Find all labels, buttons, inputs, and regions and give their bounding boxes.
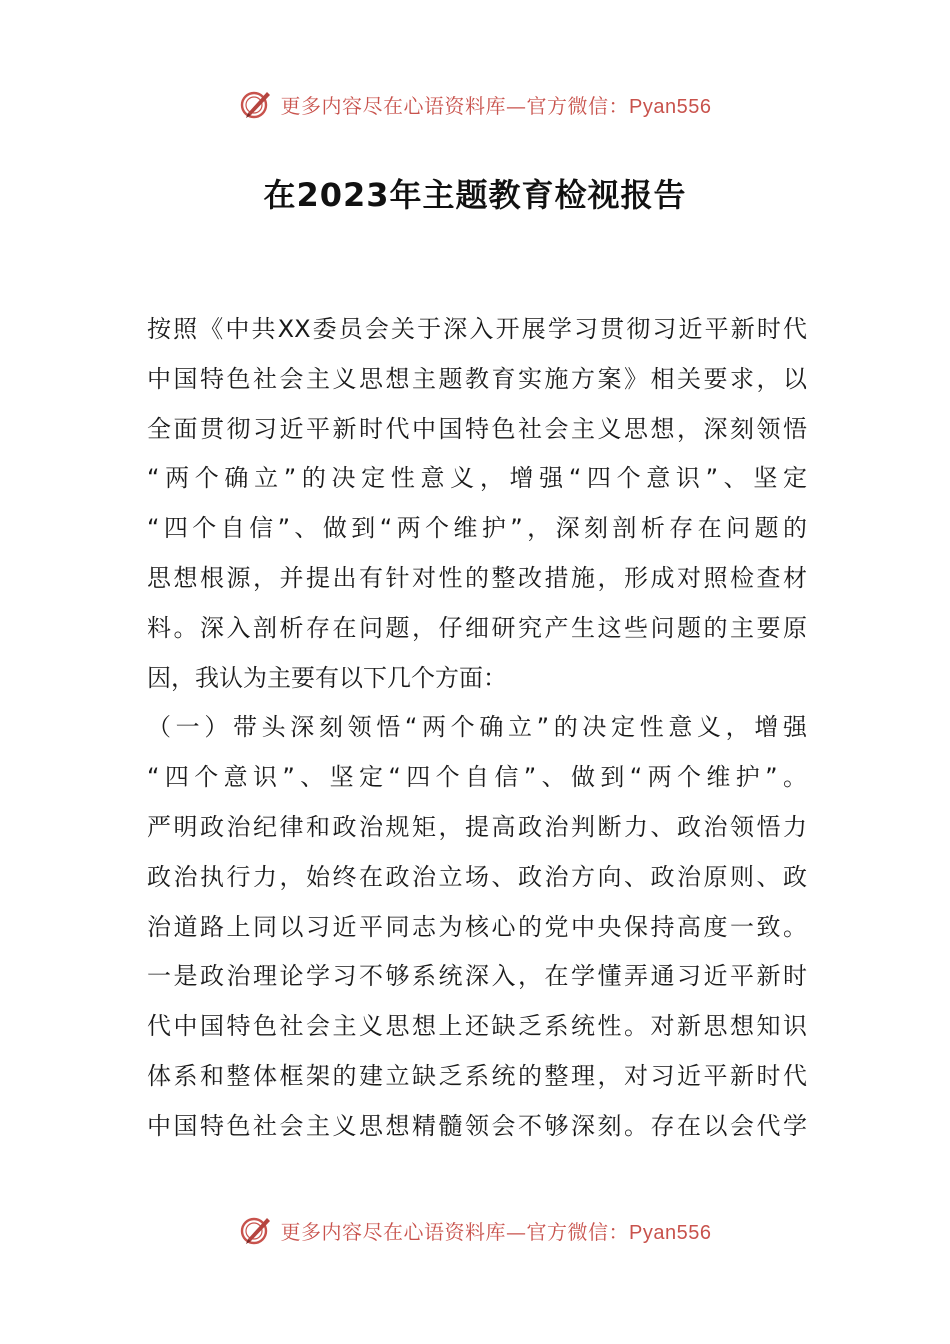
body-line: 一是政治理论学习不够系统深入，在学懂弄通习近平新时 bbox=[147, 962, 807, 991]
body-line: 按照《中共XX委员会关于深入开展学习贯彻习近平新时代 bbox=[147, 315, 807, 343]
body-line: 思想根源，并提出有针对性的整改措施，形成对照检查材 bbox=[147, 563, 807, 592]
footer-watermark bbox=[0, 1208, 950, 1252]
body-line: “四个自信”、做到“两个维护”，深刻剖析存在问题的 bbox=[147, 514, 807, 543]
wechat-id: Pyan556 bbox=[629, 1221, 712, 1244]
body-line: 中国特色社会主义思想主题教育实施方案》相关要求，以 bbox=[147, 364, 807, 393]
header-watermark bbox=[0, 82, 950, 126]
body-line: 料。深入剖析存在问题，仔细研究产生这些问题的主要原 bbox=[147, 613, 807, 642]
pen-seal-logo-icon bbox=[239, 1213, 273, 1247]
body-line: （一）带头深刻领悟“两个确立”的决定性意义，增强 bbox=[147, 713, 807, 742]
body-line: 政治执行力，始终在政治立场、政治方向、政治原则、政 bbox=[147, 862, 807, 891]
body-line: 因，我认为主要有以下几个方面： bbox=[147, 663, 507, 692]
document-title: 在2023年主题教育检视报告 bbox=[263, 176, 687, 214]
wechat-id: Pyan556 bbox=[629, 95, 712, 118]
body-line: 代中国特色社会主义思想上还缺乏系统性。对新思想知识 bbox=[147, 1012, 807, 1041]
body-line: 严明政治纪律和政治规矩，提高政治判断力、政治领悟力 bbox=[147, 812, 807, 841]
pen-seal-logo-icon bbox=[239, 87, 273, 121]
body-line: “四个意识”、坚定“四个自信”、做到“两个维护”。 bbox=[147, 763, 807, 792]
body-line: 治道路上同以习近平同志为核心的党中央保持高度一致。 bbox=[147, 912, 807, 941]
body-line: “两个确立”的决定性意义，增强“四个意识”、坚定 bbox=[147, 464, 807, 493]
body-line: 中国特色社会主义思想精髓领会不够深刻。存在以会代学 bbox=[147, 1111, 807, 1140]
body-line: 体系和整体框架的建立缺乏系统的整理，对习近平新时代 bbox=[147, 1061, 807, 1090]
document-body bbox=[147, 305, 807, 1152]
watermark-text: 更多内容尽在心语资料库—官方微信：Pyan556 bbox=[280, 93, 712, 118]
body-line: 全面贯彻习近平新时代中国特色社会主义思想，深刻领悟 bbox=[147, 414, 807, 443]
watermark-text: 更多内容尽在心语资料库—官方微信：Pyan556 bbox=[280, 1219, 712, 1244]
